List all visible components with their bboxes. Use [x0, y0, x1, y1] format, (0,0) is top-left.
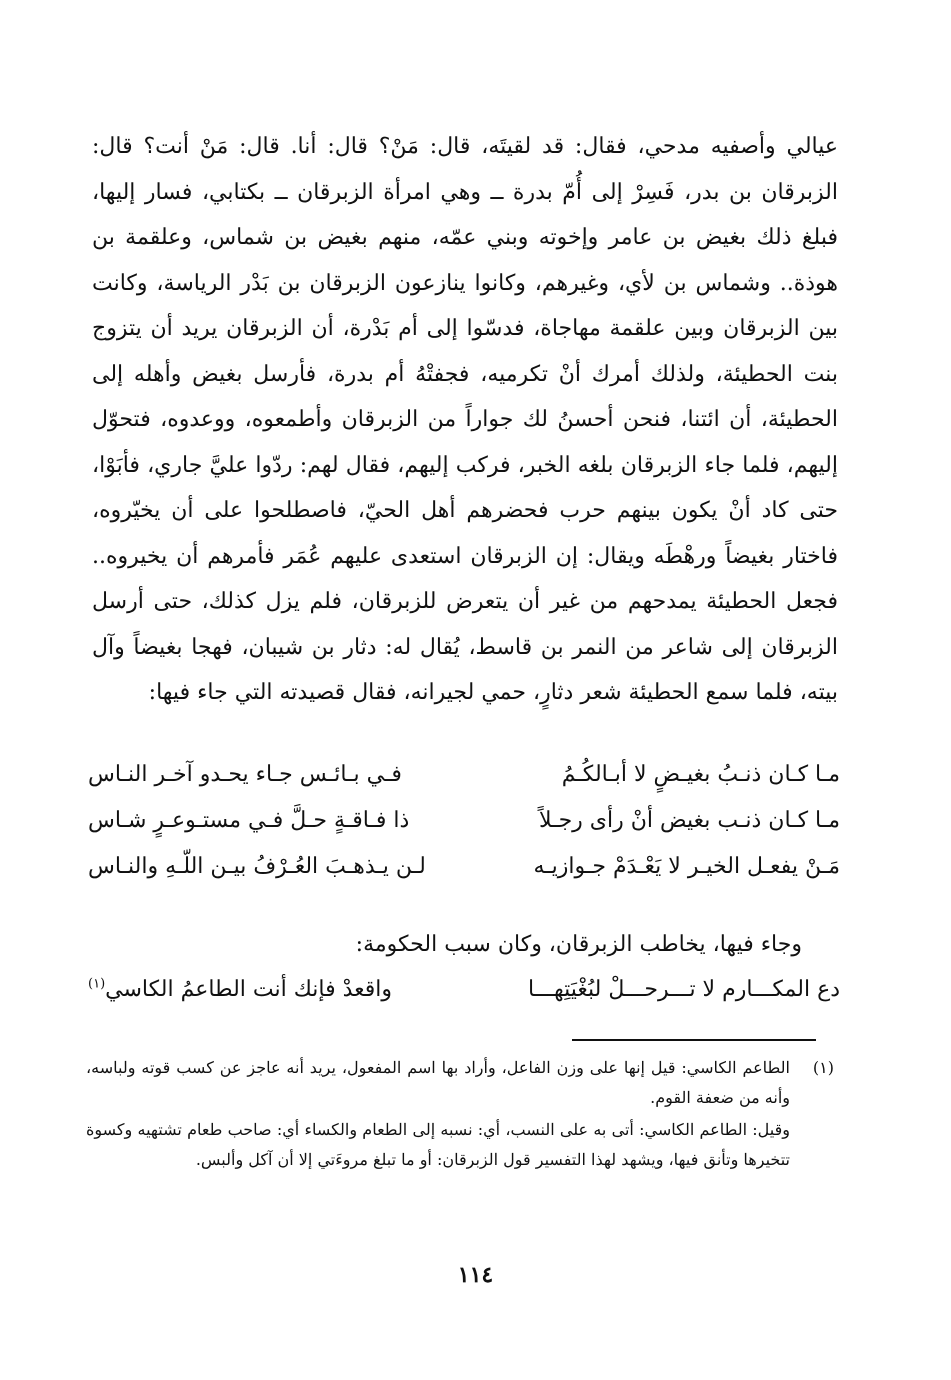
footnote-marker[interactable]: (١): [88, 976, 106, 992]
footnote-text: الطاعم الكاسي: قيل إنها على وزن الفاعل، وأراد بها اسم المفعول، يريد أنه عاجز عن كسب قوته ولباسه، وأنه من ضعفة القوم.: [86, 1058, 791, 1107]
verse-line: [88, 844, 840, 890]
verse-first-hemistich: مـا كـان ذنـبُ بغيـضٍ لا أبـالكُـمُ: [561, 762, 840, 787]
verse-intro-line: وجاء فيها، يخاطب الزبرقان، وكان سبب الحكومة:: [355, 932, 802, 957]
verse-first-hemistich: مَـنْ يفعـل الخيـر لا يَعْـدَمْ جـوازيـه: [533, 854, 840, 879]
footnote: [86, 1053, 834, 1113]
verse-second-hemistich: ذا فـاقـةٍ حـلَّ فـي مستـوعـرٍ شـاس: [88, 808, 410, 833]
footnote-continuation: وقيل: الطاعم الكاسي: أتى به على النسب، أي: نسبه إلى الطعام والكساء أي: صاحب طعام تشتهيه وكسوة تتخيرها وتأنق فيها، ويشهد لهذا التفسير قول الزبرقان: أو ما تبلغ مروءَتي إلا أن آكل وألبس.: [86, 1120, 790, 1169]
verse-first-hemistich: دع المكـــارم لا تـــرحـــلْ لبُغْيَتِهـــا: [527, 977, 840, 1002]
footnote-separator: [572, 1039, 816, 1041]
verse-second-text: واقعدْ فإنك أنت الطاعمُ الكاسي: [105, 977, 393, 1002]
body-paragraph: عيالي وأصفيه مدحي، فقال: قد لقيتَه، قال: مَنْ؟ قال: أنا. قال: مَنْ أنت؟ قال: الزبرقان بن بدر، فَسِرْ إلى أُمّ بدرة ــ وهي امرأة الزبرقان ــ بكتابي، فسار إليها، فبلغ ذلك بغيض بن عامر وإخوته وبني عمّه، منهم بغيض بن شماس، وعلقمة بن هوذة.. وشماس بن لأي، وغيرهم، وكانوا ينازعون الزبرقان بن بَدْر الرياسة، وكانت بين الزبرقان وبين علقمة مهاجاة، فدسّوا إلى أم بَدْرة، أن الزبرقان يريد أن يتزوج بنت الحطيئة، ولذلك أمرك أنْ تكرميه، فجفتْهُ أم بدرة، فأرسل بغيض وأهله إلى الحطيئة، أن ائتنا، فنحن أحسنُ لك جواراً من الزبرقان وأطمعوه، ووعدوه، فتحوّل إليهم، فلما جاء الزبرقان بلغه الخبر، فركب إليهم، فقال لهم: ردّوا عليَّ جاري، فأبَوْا، حتى كاد أنْ يكون بينهم حرب فحضرهم أهل الحيّ، فاصطلحوا على أن يخيّروه، فاختار بغيضاً ورهْطَه ويقال: إن الزبرقان استعدى عليهم عُمَر فأمرهم أن يخيروه.. فجعل الحطيئة يمدحهم من غير أن يتعرض للزبرقان، فلم يزل كذلك، حتى أرسل الزبرقان إلى شاعر من النمر بن قاسط، يُقال له: دثار بن شيبان، فهجا بغيضاً وآل بيته، فلما سمع الحطيئة شعر دثارٍ، حمي لجيرانه، فقال قصيدته التي جاء فيها:: [92, 134, 838, 705]
verse-second-hemistich: فـي بـائـس جـاء يحـدو آخـر النـاس: [88, 762, 402, 787]
footnotes: [86, 1053, 834, 1175]
verse-first-hemistich: مـا كـان ذنـب بغيض أنْ رأى رجـلاً: [539, 808, 840, 833]
body-paragraph-block: [92, 124, 838, 716]
footnote-number: (١): [812, 1058, 834, 1077]
verse-line: [88, 752, 840, 798]
verse-line: [88, 798, 840, 844]
verse-second-hemistich: [88, 967, 448, 1013]
verse-line: [88, 967, 840, 1013]
final-verse: [88, 967, 840, 1013]
verse-second-hemistich: لـن يـذهـبَ العُـرْفُ بيـن اللّـهِ والنـاس: [88, 854, 426, 879]
poem-verses: [88, 752, 840, 890]
page-number: ١١٤: [457, 1262, 494, 1288]
